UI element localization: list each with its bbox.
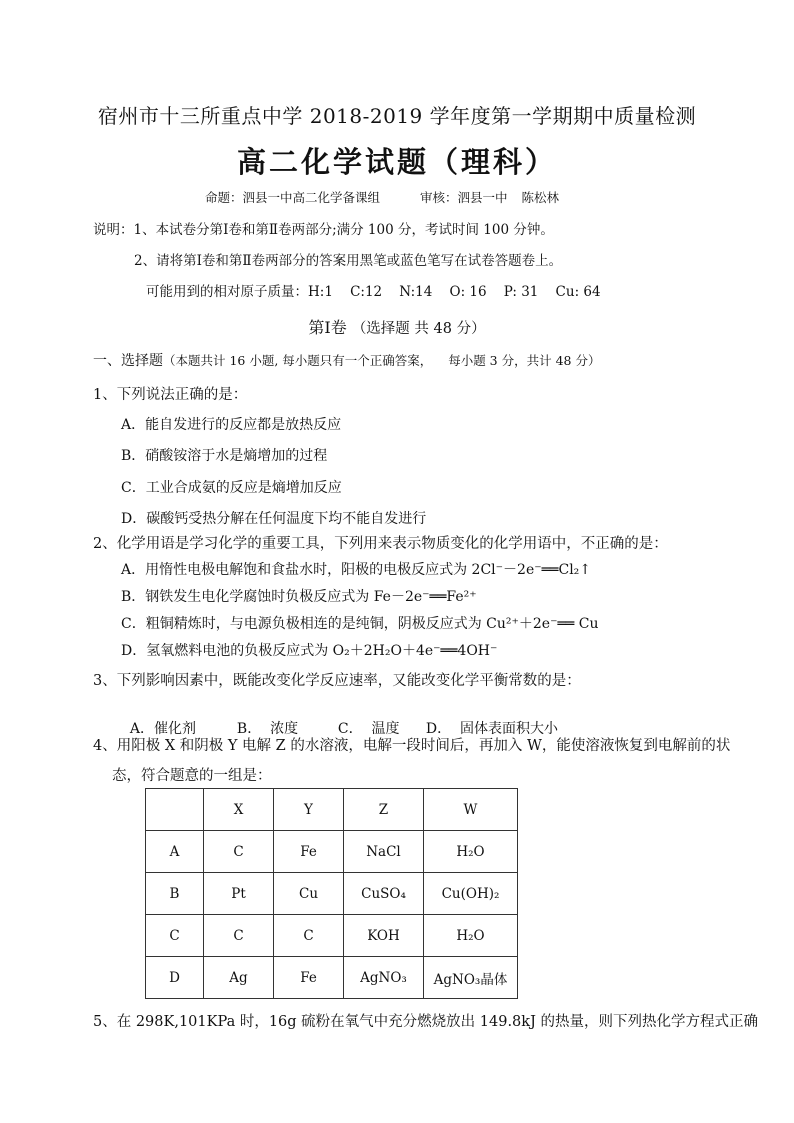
q4-table <box>145 788 518 999</box>
q1-option-d: D．碳酸钙受热分解在任何温度下均不能自发进行 <box>121 511 427 527</box>
table-cell: Fe <box>274 831 344 873</box>
table-row <box>146 957 518 999</box>
table-cell: KOH <box>344 915 424 957</box>
school-exam-line: 宿州市十三所重点中学 2018-2019 学年度第一学期期中质量检测 <box>97 104 697 128</box>
table-cell: C <box>204 915 274 957</box>
q2-option-c: C．粗铜精炼时，与电源负极相连的是纯铜，阴极反应式为 Cu²⁺＋2e⁻══ Cu <box>121 616 599 632</box>
q1-option-c: C．工业合成氨的反应是熵增加反应 <box>121 480 342 496</box>
q2-option-d: D．氢氧燃料电池的负极反应式为 O₂＋2H₂O＋4e⁻══4OH⁻ <box>121 643 498 659</box>
table-header-cell: Y <box>274 789 344 831</box>
section-subtitle: （选择题 共 48 分） <box>351 321 486 337</box>
table-cell: Cu(OH)₂ <box>424 873 518 915</box>
table-cell: H₂O <box>424 915 518 957</box>
author-line <box>205 188 559 206</box>
atomic-masses: 可能用到的相对原子质量：H:1 C:12 N:14 O: 16 P: 31 Cu: 64 <box>146 284 601 300</box>
table-cell: Fe <box>274 957 344 999</box>
table-header-cell: W <box>424 789 518 831</box>
table-row <box>146 831 518 873</box>
table-cell: B <box>146 873 204 915</box>
q2-option-b: B．钢铁发生电化学腐蚀时负极反应式为 Fe－2e⁻══Fe²⁺ <box>121 589 477 605</box>
table-header-cell: Z <box>344 789 424 831</box>
table-row <box>146 873 518 915</box>
q3-option-a: A．催化剂 <box>129 721 197 737</box>
table-header-cell <box>146 789 204 831</box>
table-cell: Ag <box>204 957 274 999</box>
table-cell: D <box>146 957 204 999</box>
q3-options <box>121 702 558 738</box>
q3-option-d: D． 固体表面积大小 <box>425 721 559 737</box>
reviewer-label: 审核：泗县一中 <box>420 190 508 205</box>
q3-option-c: C． 温度 <box>337 721 400 737</box>
table-cell: A <box>146 831 204 873</box>
q3-stem: 3、下列影响因素中，既能改变化学反应速率，又能改变化学平衡常数的是： <box>93 673 581 689</box>
section-heading <box>0 315 794 338</box>
reviewer-name: 陈松林 <box>521 190 560 205</box>
table-header-cell: X <box>204 789 274 831</box>
q4-stem-line2: 态，符合题意的一组是： <box>112 768 272 784</box>
q5-stem: 5、在 298K,101KPa 时，16g 硫粉在氧气中充分燃烧放出 149.8kJ 的热量，则下列热化学方程式正确 <box>93 1014 758 1030</box>
proposer-label: 命题：泗县一中高二化学备课组 <box>205 190 381 205</box>
table-cell: Cu <box>274 873 344 915</box>
page-title: 高二化学试题（理科） <box>236 145 557 179</box>
instruction-body: （本题共计 16 小题, 每小题只有一个正确答案， 每小题 3 分，共计 48 分） <box>163 353 601 368</box>
q3-option-b: B． 浓度 <box>236 721 299 737</box>
table-cell: C <box>274 915 344 957</box>
table-header-row <box>146 789 518 831</box>
note-2: 2、请将第Ⅰ卷和第Ⅱ卷两部分的答案用黑笔或蓝色笔写在试卷答题卷上。 <box>134 253 563 269</box>
q1-option-a: A．能自发进行的反应都是放热反应 <box>121 417 342 433</box>
q1-option-b: B．硝酸铵溶于水是熵增加的过程 <box>121 448 328 464</box>
note-1: 说明：1、本试卷分第Ⅰ卷和第Ⅱ卷两部分;满分 100 分，考试时间 100 分钟。 <box>93 222 554 238</box>
section-instruction <box>93 350 600 370</box>
table-cell: CuSO₄ <box>344 873 424 915</box>
q2-option-a: A．用惰性电极电解饱和食盐水时，阳极的电极反应式为 2Cl⁻－2e⁻══Cl₂↑ <box>121 562 592 578</box>
table-cell: NaCl <box>344 831 424 873</box>
table-cell: C <box>146 915 204 957</box>
table-cell: AgNO₃ <box>344 957 424 999</box>
table-cell: Pt <box>204 873 274 915</box>
table-cell: H₂O <box>424 831 518 873</box>
q2-stem: 2、化学用语是学习化学的重要工具，下列用来表示物质变化的化学用语中，不正确的是： <box>93 536 668 552</box>
instruction-head: 一、选择题 <box>93 353 163 369</box>
table-cell: C <box>204 831 274 873</box>
q1-stem: 1、下列说法正确的是： <box>93 387 248 403</box>
table-cell: AgNO₃晶体 <box>424 957 518 999</box>
q4-stem-line1: 4、用阳极 X 和阴极 Y 电解 Z 的水溶液，电解一段时间后，再加入 W，能使溶液恢复到电解前的状 <box>93 738 731 754</box>
section-title: 第Ⅰ卷 <box>308 318 347 337</box>
table-row <box>146 915 518 957</box>
